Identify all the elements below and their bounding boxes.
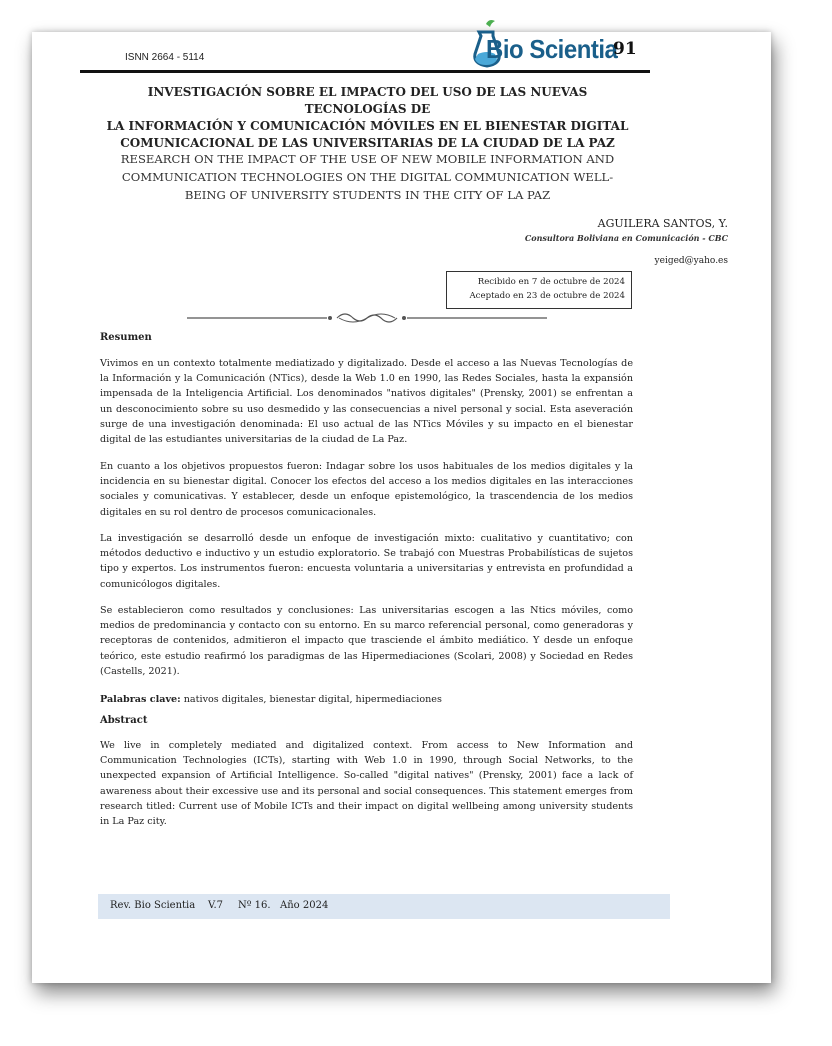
author-email: yeiged@yaho.es: [654, 256, 728, 266]
footer-journal: Rev. Bio Scientia: [110, 900, 196, 911]
accepted-date: Aceptado en 23 de octubre de 2024: [469, 291, 625, 301]
author-name: AGUILERA SANTOS, Y.: [597, 217, 728, 230]
footer-volume: V.7: [208, 900, 224, 911]
keywords-line: [100, 692, 633, 707]
issn-label: ISNN 2664 - 5114: [125, 52, 205, 63]
keywords-list: nativos digitales, bienestar digital, hipermediaciones: [183, 694, 442, 705]
resumen-heading: Resumen: [100, 332, 152, 343]
footer-number: Nº 16.: [238, 900, 271, 911]
title-english: RESEARCH ON THE IMPACT OF THE USE OF NEW MOBILE INFORMATION AND COMMUNICATION TECHNOLOGIES ON THE DIGITAL COMMUNICATION WELL- BEING OF UNIVERSITY STUDENTS IN THE CITY OF LA PAZ: [120, 152, 615, 202]
header-rule: [80, 70, 650, 73]
footer-band: [98, 894, 670, 919]
abstract-heading: Abstract: [100, 715, 148, 726]
title-spanish: INVESTIGACIÓN SOBRE EL IMPACTO DEL USO DE LAS NUEVAS TECNOLOGÍAS DE LA INFORMACIÓN Y COMUNICACIÓN MÓVILES EN EL BIENESTAR DIGITAL COMUNICACIONAL DE LAS UNIVERSITARIAS DE LA CIUDAD DE LA PAZ: [106, 85, 629, 150]
keywords-label: Palabras clave:: [100, 694, 181, 705]
journal-logo-text: Bio Scientia: [486, 34, 618, 64]
page-number: 91: [613, 39, 637, 59]
ornamental-divider: [187, 310, 547, 326]
resumen-p2: En cuanto a los objetivos propuestos fueron: Indagar sobre los usos habituales de los medios digitales y la incidencia en su bienestar digital. Conocer los efectos del acceso a los medios digitales en las interacciones sociales y comunicativas. Y establecer, desde un enfoque epistemológico, la trascendencia de los medios digitales en su rol dentro de procesos comunicacionales.: [100, 461, 633, 518]
dates-box: [446, 271, 632, 309]
leaf-icon: [486, 20, 495, 27]
resumen-p1: Vivimos en un contexto totalmente mediatizado y digitalizado. Desde el acceso a las Nuevas Tecnologías de la Información y la Comunicación (NTics), desde la Web 1.0 en 1990, las Redes Sociales, hasta la expansión impensada de la Inteligencia Artificial. Los denominados "nativos digitales" (Prensky, 2001) se enfrentan a un desconocimiento sobre su uso desmedido y las consecuencias a nivel personal y social. Esta aseveración surge de una investigación denominada: El uso actual de las NTics Móviles y su impacto en el bienestar digital de las estudiantes universitarias de la ciudad de La Paz.: [100, 358, 633, 446]
footer-year: Año 2024: [280, 900, 329, 911]
abstract-text: We live in completely mediated and digitalized context. From access to New Information and Communication Technologies (ICTs), starting with Web 1.0 in 1990, through Social Networks, to the unexpected expansion of Artificial Intelligence. So-called "digital natives" (Prensky, 2001) face a lack of awareness about their excessive use and its personal and social consequences. This statement emerges from research titled: Current use of Mobile ICTs and their impact on digital wellbeing among university students in La Paz city.: [100, 740, 633, 828]
resumen-p4: Se establecieron como resultados y conclusiones: Las universitarias escogen a las Ntics móviles, como medios de predominancia y contacto con su entorno. En su marco referencial personal, como generadoras y receptoras de contenidos, admitieron el impacto que trasciende el ámbito mediático. Y desde un enfoque teórico, este estudio reafirmó los paradigmas de las Hipermediaciones (Scolari, 2008) y Sociedad en Redes (Castells, 2021).: [100, 605, 633, 677]
received-date: Recibido en 7 de octubre de 2024: [477, 277, 625, 287]
resumen-p3: La investigación se desarrolló desde un enfoque de investigación mixto: cualitativo y cuantitativo; con métodos deductivo e inductivo y un estudio exploratorio. Se trabajó con Muestras Probabilísticas de sujetos tipo y expertos. Los instrumentos fueron: encuesta voluntaria a universitarias y entrevista en profundidad a comunicólogos digitales.: [100, 533, 633, 590]
author-affiliation: Consultora Boliviana en Comunicación - CBC: [524, 233, 728, 243]
